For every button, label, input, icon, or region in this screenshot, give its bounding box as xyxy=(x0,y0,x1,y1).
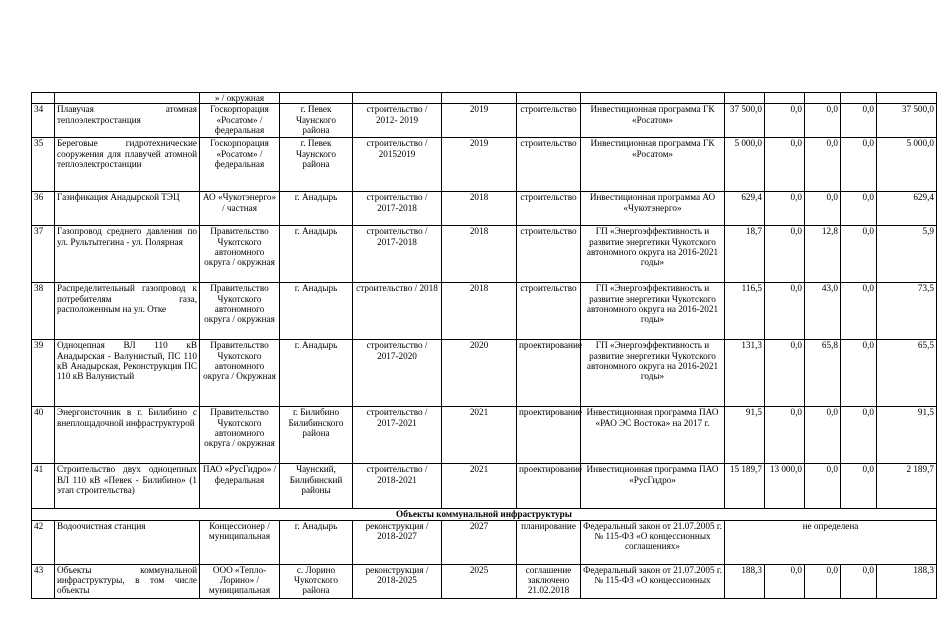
total-cell: 91,5 xyxy=(725,407,765,464)
row-number: 35 xyxy=(32,138,55,192)
total-cell: 15 189,7 xyxy=(725,464,765,509)
location-cell: г. Певек Чаунского района xyxy=(280,138,353,192)
stage-cell: строительство / 2017-2018 xyxy=(353,226,442,283)
amount-cell: 73,5 xyxy=(877,283,937,340)
program-cell: Инвестиционная программа ГК «Росатом» xyxy=(581,138,725,192)
object-name: Газификация Анадырской ТЭЦ xyxy=(55,192,200,226)
stage-cell: строительство / 2018 xyxy=(353,283,442,340)
amount-cell: 0,0 xyxy=(805,192,841,226)
amount-cell: 0,0 xyxy=(765,104,805,138)
object-name: Энергоисточник в г. Билибино с внеплощадочной инфраструктурой xyxy=(55,407,200,464)
object-name: Строительство двух одноцепных ВЛ 110 кВ «Певек - Билибино» (1 этап строительства) xyxy=(55,464,200,509)
amount-cell: 0,0 xyxy=(841,564,877,598)
amount-cell: 0,0 xyxy=(765,226,805,283)
object-name: Одноцепная ВЛ 110 кВ Анадырская - Валунистый, ПС 110 кВ Анадырская, Реконструкция ПС 110 кВ Валунистый xyxy=(55,340,200,407)
status-cell: соглашение заключено 21.02.2018 xyxy=(517,564,581,598)
amount-cell: 12,8 xyxy=(805,226,841,283)
row-number: 43 xyxy=(32,564,55,598)
program-cell: ГП «Энергоэффективность и развитие энергетики Чукотского автономного округа на 2016-2021 годы» xyxy=(581,340,725,407)
program-cell: Инвестиционная программа АО «Чукотэнерго» xyxy=(581,192,725,226)
amount-cell: 0,0 xyxy=(765,192,805,226)
location-cell: г. Анадырь xyxy=(280,340,353,407)
owner-cell: Концессионер / муниципальная xyxy=(200,520,280,564)
location-cell: с. Лорино Чукотского района xyxy=(280,564,353,598)
total-cell: 5 000,0 xyxy=(725,138,765,192)
table-row xyxy=(32,226,937,283)
location-cell: г. Билибино Билибинского района xyxy=(280,407,353,464)
status-cell: строительство xyxy=(517,226,581,283)
status-cell: планирование xyxy=(517,520,581,564)
stage-cell: строительство / 2018-2021 xyxy=(353,464,442,509)
amount-cell: 0,0 xyxy=(841,407,877,464)
row-number: 36 xyxy=(32,192,55,226)
funding-undefined-cell: не определена xyxy=(725,520,937,564)
stage-cell: реконструкция / 2018-2027 xyxy=(353,520,442,564)
year-cell: 2019 xyxy=(442,104,517,138)
table-row xyxy=(32,340,937,407)
total-cell: 131,3 xyxy=(725,340,765,407)
row-number: 34 xyxy=(32,104,55,138)
amount-cell: 629,4 xyxy=(877,192,937,226)
owner-cell: Правительство Чукотского автономного округа / Окружная xyxy=(200,340,280,407)
status-cell: строительство xyxy=(517,104,581,138)
row-number: 37 xyxy=(32,226,55,283)
year-cell: 2025 xyxy=(442,564,517,598)
amount-cell: 0,0 xyxy=(841,464,877,509)
row-number: 40 xyxy=(32,407,55,464)
total-cell: 188,3 xyxy=(725,564,765,598)
program-cell: Инвестиционная программа ПАО «РАО ЭС Востока» на 2017 г. xyxy=(581,407,725,464)
program-cell: Федеральный закон от 21.07.2005 г. № 115-ФЗ «О концессионных xyxy=(581,564,725,598)
owner-cell: ПАО «РусГидро» / федеральная xyxy=(200,464,280,509)
amount-cell: 13 000,0 xyxy=(765,464,805,509)
year-cell: 2021 xyxy=(442,407,517,464)
stage-cell: строительство / 20152019 xyxy=(353,138,442,192)
location-cell: г. Анадырь xyxy=(280,520,353,564)
table-row-fragment xyxy=(32,93,937,104)
amount-cell: 0,0 xyxy=(841,192,877,226)
amount-cell: 5 000,0 xyxy=(877,138,937,192)
row-number: 41 xyxy=(32,464,55,509)
table-row xyxy=(32,192,937,226)
amount-cell: 0,0 xyxy=(841,340,877,407)
total-cell: 629,4 xyxy=(725,192,765,226)
owner-cell: ООО «Тепло-Лорино» / муниципальная xyxy=(200,564,280,598)
amount-cell: 2 189,7 xyxy=(877,464,937,509)
stage-cell: строительство / 2012- 2019 xyxy=(353,104,442,138)
amount-cell: 0,0 xyxy=(765,138,805,192)
table-row xyxy=(32,564,937,598)
program-cell: ГП «Энергоэффективность и развитие энергетики Чукотского автономного округа на 2016-2021 годы» xyxy=(581,226,725,283)
location-cell: г. Анадырь xyxy=(280,192,353,226)
status-cell: строительство xyxy=(517,283,581,340)
status-cell: проектирование xyxy=(517,407,581,464)
section-title: Объекты коммунальной инфраструктуры xyxy=(32,509,937,520)
total-cell: 116,5 xyxy=(725,283,765,340)
status-cell: строительство xyxy=(517,138,581,192)
location-cell: г. Певек Чаунского района xyxy=(280,104,353,138)
amount-cell: 5,9 xyxy=(877,226,937,283)
stage-cell: строительство / 2017-2018 xyxy=(353,192,442,226)
status-cell: проектирование xyxy=(517,340,581,407)
owner-cell: Госкорпорация «Росатом» / федеральная xyxy=(200,138,280,192)
row-number: 38 xyxy=(32,283,55,340)
amount-cell: 0,0 xyxy=(765,407,805,464)
total-cell: 37 500,0 xyxy=(725,104,765,138)
owner-cell: Правительство Чукотского автономного округа / окружная xyxy=(200,226,280,283)
amount-cell: 65,8 xyxy=(805,340,841,407)
year-cell: 2018 xyxy=(442,283,517,340)
table-row xyxy=(32,407,937,464)
owner-cell: АО «Чукотэнерго» / частная xyxy=(200,192,280,226)
object-name: Распределительный газопровод к потребителям газа, расположенным на ул. Отке xyxy=(55,283,200,340)
location-cell: г. Анадырь xyxy=(280,226,353,283)
amount-cell: 0,0 xyxy=(805,564,841,598)
total-cell: 18,7 xyxy=(725,226,765,283)
amount-cell: 0,0 xyxy=(765,564,805,598)
table-row xyxy=(32,138,937,192)
location-cell: Чаунский, Билибинский районы xyxy=(280,464,353,509)
status-cell: проектирование xyxy=(517,464,581,509)
owner-cell: Правительство Чукотского автономного округа / окружная xyxy=(200,283,280,340)
year-cell: 2020 xyxy=(442,340,517,407)
row-number: 39 xyxy=(32,340,55,407)
year-cell: 2018 xyxy=(442,226,517,283)
program-cell: Инвестиционная программа ГК «Росатом» xyxy=(581,104,725,138)
amount-cell: 0,0 xyxy=(765,340,805,407)
location-cell: г. Анадырь xyxy=(280,283,353,340)
object-name: Газопровод среднего давления по ул. Рультытегина - ул. Полярная xyxy=(55,226,200,283)
row-number: 42 xyxy=(32,520,55,564)
year-cell: 2021 xyxy=(442,464,517,509)
table-row xyxy=(32,520,937,564)
amount-cell: 43,0 xyxy=(805,283,841,340)
owner-cell: Правительство Чукотского автономного округа / окружная xyxy=(200,407,280,464)
amount-cell: 0,0 xyxy=(805,104,841,138)
amount-cell: 0,0 xyxy=(841,226,877,283)
table-row xyxy=(32,104,937,138)
object-name: Береговые гидротехнические сооружения для плавучей атомной теплоэлектростанции xyxy=(55,138,200,192)
section-header-row xyxy=(32,509,937,520)
year-cell: 2027 xyxy=(442,520,517,564)
amount-cell: 0,0 xyxy=(805,407,841,464)
status-cell: строительство xyxy=(517,192,581,226)
stage-cell: реконструкция / 2018-2025 xyxy=(353,564,442,598)
object-name: Водоочистная станция xyxy=(55,520,200,564)
owner-cell: Госкорпорация «Росатом» / федеральная xyxy=(200,104,280,138)
year-cell: 2018 xyxy=(442,192,517,226)
year-cell: 2019 xyxy=(442,138,517,192)
amount-cell: 188,3 xyxy=(877,564,937,598)
program-cell: ГП «Энергоэффективность и развитие энергетики Чукотского автономного округа на 2016-2021 годы» xyxy=(581,283,725,340)
object-name: Плавучая атомная теплоэлектростанция xyxy=(55,104,200,138)
stage-cell: строительство / 2017-2021 xyxy=(353,407,442,464)
table-row xyxy=(32,464,937,509)
amount-cell: 0,0 xyxy=(805,138,841,192)
table-row xyxy=(32,283,937,340)
stage-cell: строительство / 2017-2020 xyxy=(353,340,442,407)
object-name: Объекты коммунальной инфраструктуры, в том числе объекты xyxy=(55,564,200,598)
program-cell: Инвестиционная программа ПАО «РусГидро» xyxy=(581,464,725,509)
investment-projects-table xyxy=(31,92,937,599)
amount-cell: 0,0 xyxy=(765,283,805,340)
amount-cell: 91,5 xyxy=(877,407,937,464)
amount-cell: 65,5 xyxy=(877,340,937,407)
amount-cell: 0,0 xyxy=(841,283,877,340)
amount-cell: 0,0 xyxy=(805,464,841,509)
owner-cell: » / окружная xyxy=(200,93,280,104)
program-cell: Федеральный закон от 21.07.2005 г. № 115-ФЗ «О концессионных соглашениях» xyxy=(581,520,725,564)
amount-cell: 37 500,0 xyxy=(877,104,937,138)
amount-cell: 0,0 xyxy=(841,104,877,138)
amount-cell: 0,0 xyxy=(841,138,877,192)
